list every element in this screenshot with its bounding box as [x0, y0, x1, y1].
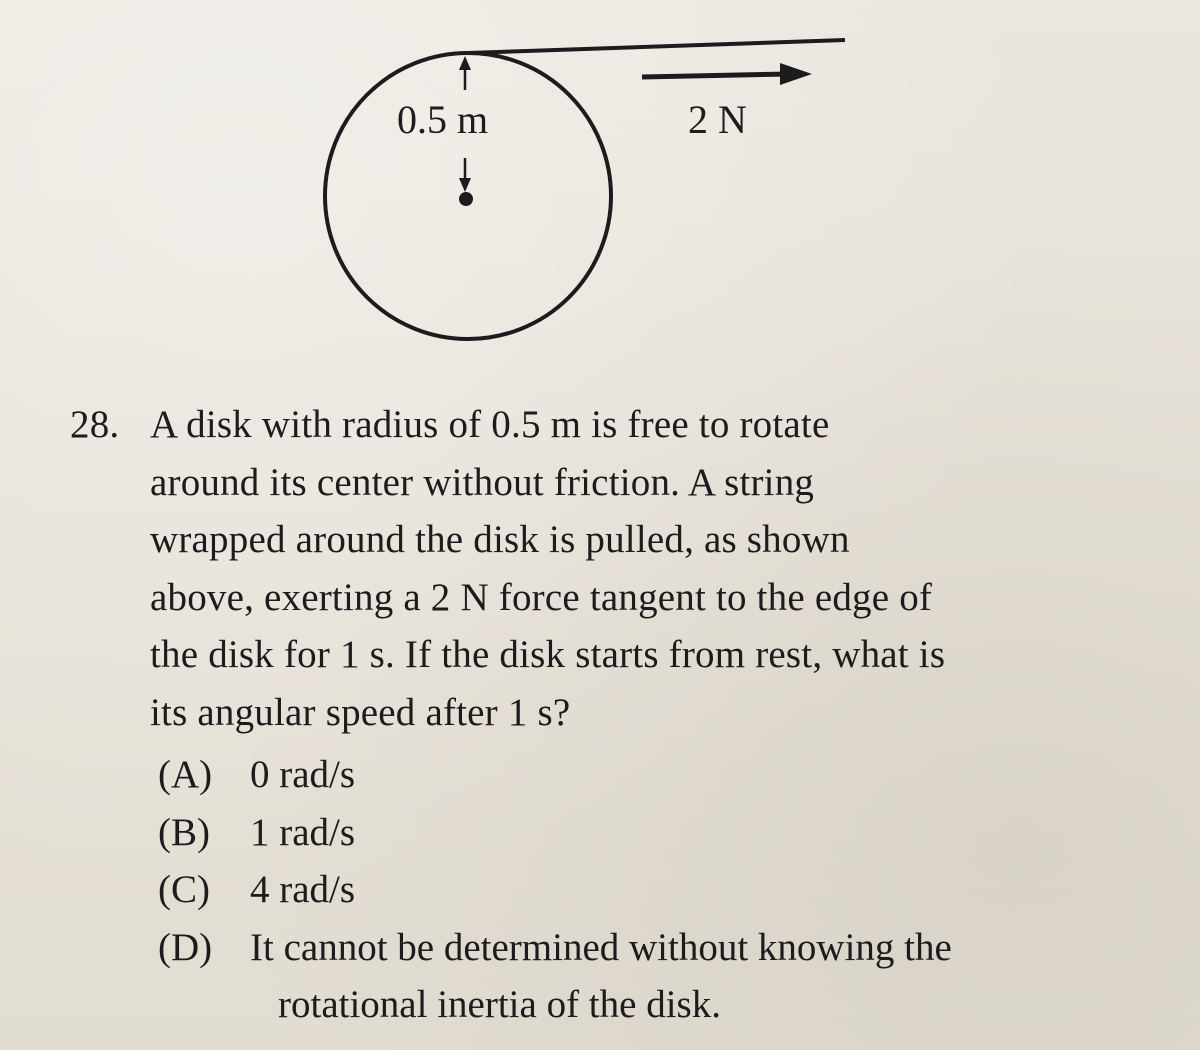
choice-d-continuation: rotational inertia of the disk.	[278, 983, 721, 1026]
choice-text: 4 rad/s	[250, 868, 356, 911]
disk-diagram	[0, 0, 1200, 380]
choice-text: 0 rad/s	[250, 753, 356, 796]
choice-letter: (C)	[158, 868, 210, 911]
choice-b[interactable]	[158, 804, 355, 862]
question-line: A disk with radius of 0.5 m is free to rotate	[150, 403, 830, 446]
disk-center-dot	[459, 192, 473, 206]
force-label: 2 N	[688, 97, 747, 142]
question-line: its angular speed after 1 s?	[150, 690, 571, 734]
choice-text: It cannot be determined without knowing the	[250, 925, 952, 969]
choice-d[interactable]	[158, 919, 952, 977]
radius-label: 0.5 m	[397, 97, 489, 142]
choice-c[interactable]	[158, 861, 355, 919]
disk-diagram-drawing	[0, 0, 1200, 380]
question-line: around its center without friction. A string	[150, 460, 815, 504]
question-line: wrapped around the disk is pulled, as shown	[150, 518, 850, 561]
string-line	[468, 40, 845, 53]
choice-text: 1 rad/s	[250, 810, 356, 854]
question-line: above, exerting a 2 N force tangent to the edge of	[150, 575, 933, 619]
choice-a[interactable]	[158, 746, 355, 804]
choice-letter: (D)	[158, 925, 213, 969]
question-number: 28.	[70, 403, 120, 446]
force-arrow	[642, 63, 812, 85]
choice-letter: (A)	[158, 753, 213, 796]
choice-letter: (B)	[158, 810, 210, 854]
question-line: the disk for 1 s. If the disk starts from rest, what is	[150, 633, 946, 676]
